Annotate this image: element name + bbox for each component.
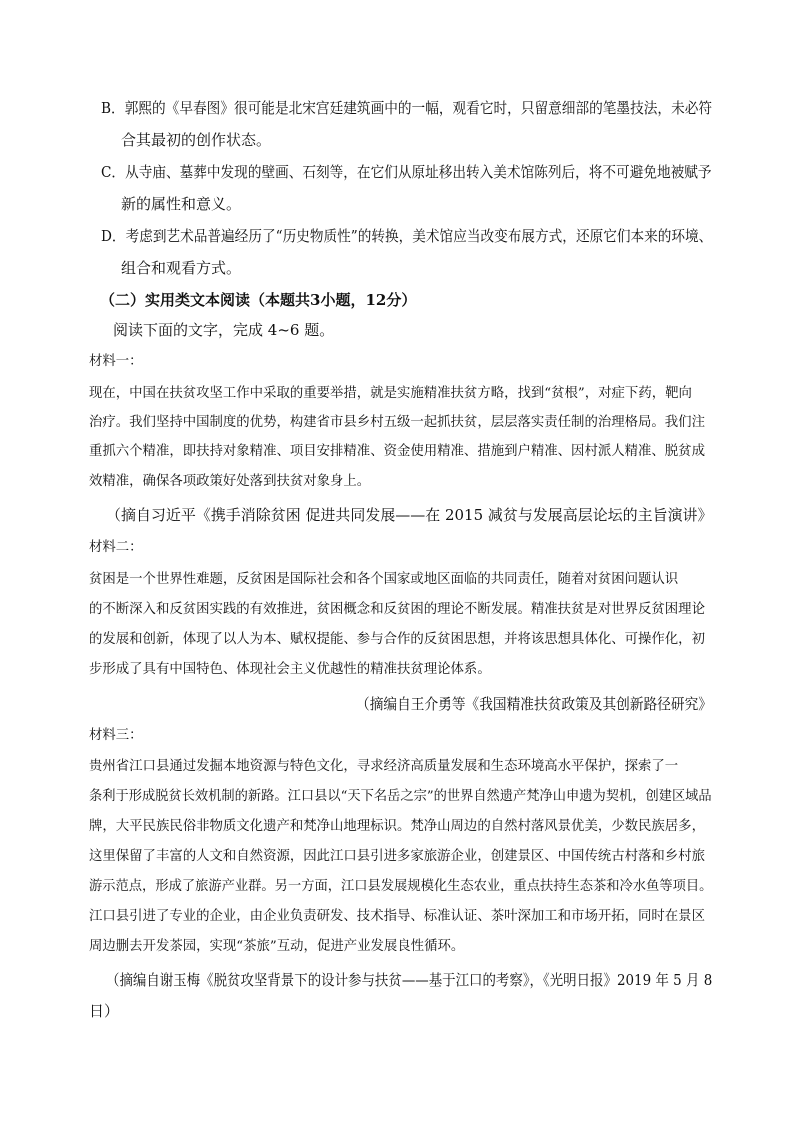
material-3-line-4: 这里保留了丰富的人文和自然资源，因此江口县引进多家旅游企业，创建景区、中国传统古村落和乡村旅	[89, 849, 705, 864]
material-2-line-3: 的发展和创新，体现了以人为本、赋权提能、参与合作的反贫困思想，并将该思想具体化、可操作化，初	[89, 632, 705, 647]
material-3-title: 材料三：	[89, 728, 143, 743]
material-2-source: （摘编自王介勇等《我国精准扶贫政策及其创新路径研究》	[356, 695, 713, 713]
material-1-source: （摘自习近平《携手消除贫困 促进共同发展——在 2015 减贫与发展高层论坛的主旨演讲》	[106, 506, 713, 524]
section-instruction: 阅读下面的文字，完成 4~6 题。	[113, 321, 335, 339]
material-2-line-2: 的不断深入和反贫困实践的有效推进，贫困概念和反贫困的理论不断发展。精准扶贫是对世界反贫困理论	[89, 602, 705, 617]
material-2-title: 材料二：	[89, 540, 143, 555]
option-b-line-2: 合其最初的创作状态。	[121, 131, 272, 149]
option-c-text-1: 从寺庙、墓葬中发现的壁画、石刻等，在它们从原址移出转入美术馆陈列后，将不可避免地被赋予	[125, 163, 712, 181]
material-1-line-1: 现在，中国在扶贫攻坚工作中采取的重要举措，就是实施精准扶贫方略，找到“贫根”，对症下药，靶向	[89, 386, 692, 401]
material-3-line-1: 贵州省江口县通过发掘本地资源与特色文化，寻求经济高质量发展和生态环境高水平保护，探索了一	[89, 759, 679, 774]
material-1-title: 材料一：	[89, 354, 143, 369]
material-3-line-6: 江口县引进了专业的企业，由企业负责研发、技术指导、标准认证、茶叶深加工和市场开拓，同时在景区	[89, 909, 705, 924]
material-1-line-2: 治疗。我们坚持中国制度的优势，构建省市县乡村五级一起抓扶贫，层层落实责任制的治理格局。我们注	[89, 415, 705, 430]
option-c-line-1	[101, 162, 712, 182]
material-3-source-line-1: （摘编自谢玉梅《脱贫攻坚背景下的设计参与扶贫——基于江口的考察》，《光明日报》2019 年 5 月 8	[106, 971, 713, 989]
option-c-line-2: 新的属性和意义。	[121, 195, 242, 213]
option-d-line-1	[101, 226, 712, 246]
option-b-line-1	[101, 98, 712, 118]
material-2-line-4: 步形成了具有中国特色、体现社会主义优越性的精准扶贫理论体系。	[89, 662, 491, 677]
material-1-line-3: 重抓六个精准，即扶持对象精准、项目安排精准、资金使用精准、措施到户精准、因村派人精准、脱贫成	[89, 444, 705, 459]
material-1-line-4: 效精准，确保各项政策好处落到扶贫对象身上。	[89, 474, 371, 489]
material-3-line-7: 周边删去开发茶园，实现“茶旅”互动，促进产业发展良性循环。	[89, 939, 465, 954]
option-c-label: C．	[101, 163, 126, 181]
option-d-text-1: 考虑到艺术品普遍经历了“历史物质性”的转换，美术馆应当改变布展方式，还原它们本来的环境、	[125, 227, 713, 245]
material-3-source-line-2: 日）	[89, 1002, 120, 1020]
option-b-text-1: 郭熙的《早春图》很可能是北宋宫廷建筑画中的一幅，观看它时，只留意细部的笔墨技法，未必符	[124, 99, 713, 117]
option-d-label: D．	[101, 227, 126, 245]
option-d-line-2: 组合和观看方式。	[121, 259, 242, 277]
section-heading: （二）实用类文本阅读（本题共3小题，12分）	[100, 291, 417, 309]
material-3-line-3: 牌，大平民族民俗非物质文化遗产和梵净山地理标识。梵净山周边的自然村落风景优美，少数民族居多，	[89, 819, 705, 834]
option-b-label: B．	[101, 99, 125, 117]
material-2-line-1: 贫困是一个世界性难题，反贫困是国际社会和各个国家或地区面临的共同责任，随着对贫困问题认识	[89, 572, 679, 587]
material-3-line-5: 游示范点，形成了旅游产业群。另一方面，江口县发展规模化生态农业，重点扶持生态茶和冷水鱼等项目。	[89, 879, 713, 894]
material-3-line-2: 条利于形成脱贫长效机制的新路。江口县以“天下名岳之宗”的世界自然遗产梵净山申遗为契机，创建区域品	[89, 789, 712, 804]
